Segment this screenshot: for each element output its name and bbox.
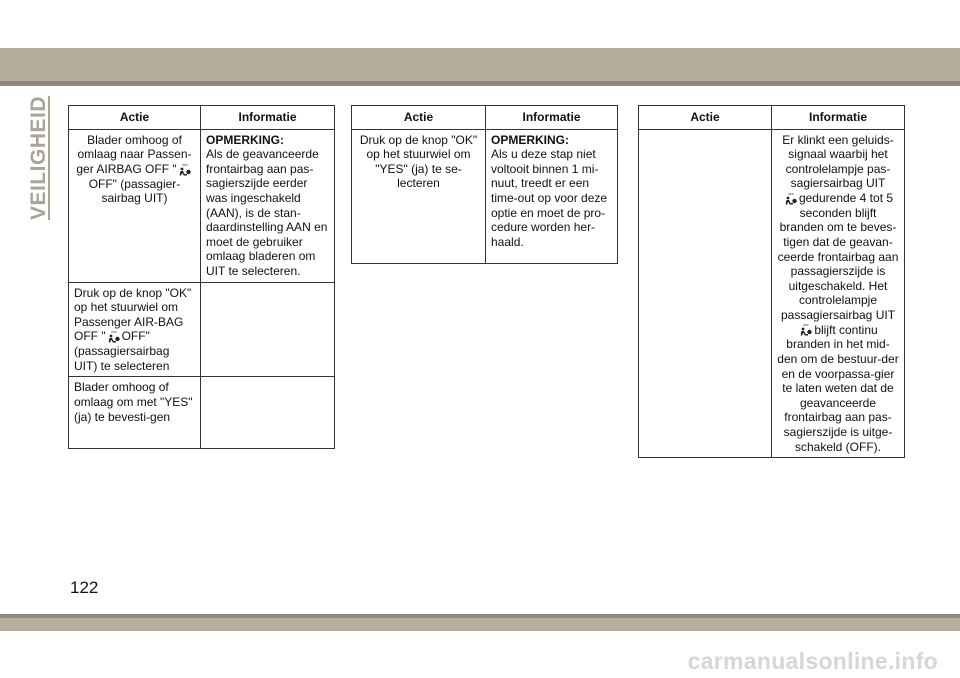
- info-cell: [772, 129, 905, 458]
- svg-text:OFF: OFF: [110, 330, 117, 335]
- info-text: Er klinkt een geluids-signaal waarbij het controlelampje pas-sagiersairbag UIT: [782, 132, 894, 191]
- table-row: [352, 129, 618, 263]
- action-text: Blader omhoog of omlaag naar Passen-ger AIRBAG OFF ": [76, 132, 192, 176]
- table-3: [638, 105, 905, 458]
- section-title: VEILIGHEID: [27, 95, 50, 221]
- bottom-footer-band: [0, 614, 960, 631]
- action-text: OFF" (passagiersairbag UIT) te selecteren: [74, 329, 170, 373]
- table-row: [69, 129, 335, 282]
- action-text: OFF" (passagier-sairbag UIT): [88, 176, 181, 206]
- passenger-airbag-off-icon: [178, 163, 192, 177]
- action-cell: [639, 129, 772, 458]
- note-text: Als u deze stap niet voltooit binnen 1 mi-nuut, treedt er een time-out op voor deze optie en moet de pro-cedure worden her-haald.: [491, 147, 608, 249]
- info-cell: [201, 377, 335, 449]
- col-header-action: Actie: [69, 106, 201, 130]
- note-title: OPMERKING:: [206, 132, 284, 147]
- watermark: carmanualsonline.info: [687, 648, 938, 674]
- table-2-header: [352, 106, 618, 130]
- bottom-footer-rule: [0, 614, 960, 618]
- svg-text:OFF: OFF: [803, 323, 810, 328]
- page-number: 122: [70, 578, 99, 597]
- col-header-info: Informatie: [772, 106, 905, 130]
- col-header-action: Actie: [352, 106, 486, 130]
- table-1-header: [69, 106, 335, 130]
- table-1: [68, 105, 335, 449]
- action-cell: [69, 282, 201, 377]
- passenger-airbag-off-icon: [799, 323, 813, 337]
- svg-text:OFF: OFF: [787, 191, 794, 196]
- top-header-band: [0, 48, 960, 86]
- table-row: [69, 282, 335, 377]
- passenger-airbag-off-icon: [784, 192, 798, 206]
- info-cell: [201, 282, 335, 377]
- action-cell: Druk op de knop "OK" op het stuurwiel om "YES" (ja) te se-lecteren: [352, 129, 486, 263]
- table-row: [639, 129, 905, 458]
- action-cell: Blader omhoog of omlaag om met "YES" (ja) te bevesti-gen: [69, 377, 201, 449]
- col-header-info: Informatie: [201, 106, 335, 130]
- section-label: [26, 95, 52, 221]
- passenger-airbag-off-icon: [107, 330, 121, 344]
- info-text: blijft continu branden in het mid-den om de bestuur-der en de voorpassa-gier te laten weten dat de geavanceerde frontairbag aan pas-sagierszijde is uitge-schakeld (OFF).: [777, 322, 899, 454]
- table-3-header: [639, 106, 905, 130]
- action-text: Druk op de knop "OK" op het stuurwiel om Passenger AIR-BAG OFF ": [74, 285, 192, 344]
- info-text: gedurende 4 tot 5 seconden blijft branden om te beves-tigen dat de geavan-ceerde frontairbag aan passagierszijde is uitgeschakeld. Het controlelampje passagiersairbag UIT: [777, 190, 899, 322]
- col-header-info: Informatie: [486, 106, 618, 130]
- action-cell: [69, 129, 201, 282]
- col-header-action: Actie: [639, 106, 772, 130]
- note-title: OPMERKING:: [491, 132, 569, 147]
- top-header-rule: [0, 81, 960, 86]
- svg-text:OFF: OFF: [181, 162, 188, 167]
- info-cell: [486, 129, 618, 263]
- info-cell: [201, 129, 335, 282]
- note-text: Als de geavanceerde frontairbag aan pas-sagierszijde eerder was ingeschakeld (AAN), is de stan-daardinstelling AAN en moet de gebruiker omlaag bladeren om UIT te selecteren.: [206, 147, 328, 278]
- table-row: [69, 377, 335, 449]
- table-2: [351, 105, 618, 264]
